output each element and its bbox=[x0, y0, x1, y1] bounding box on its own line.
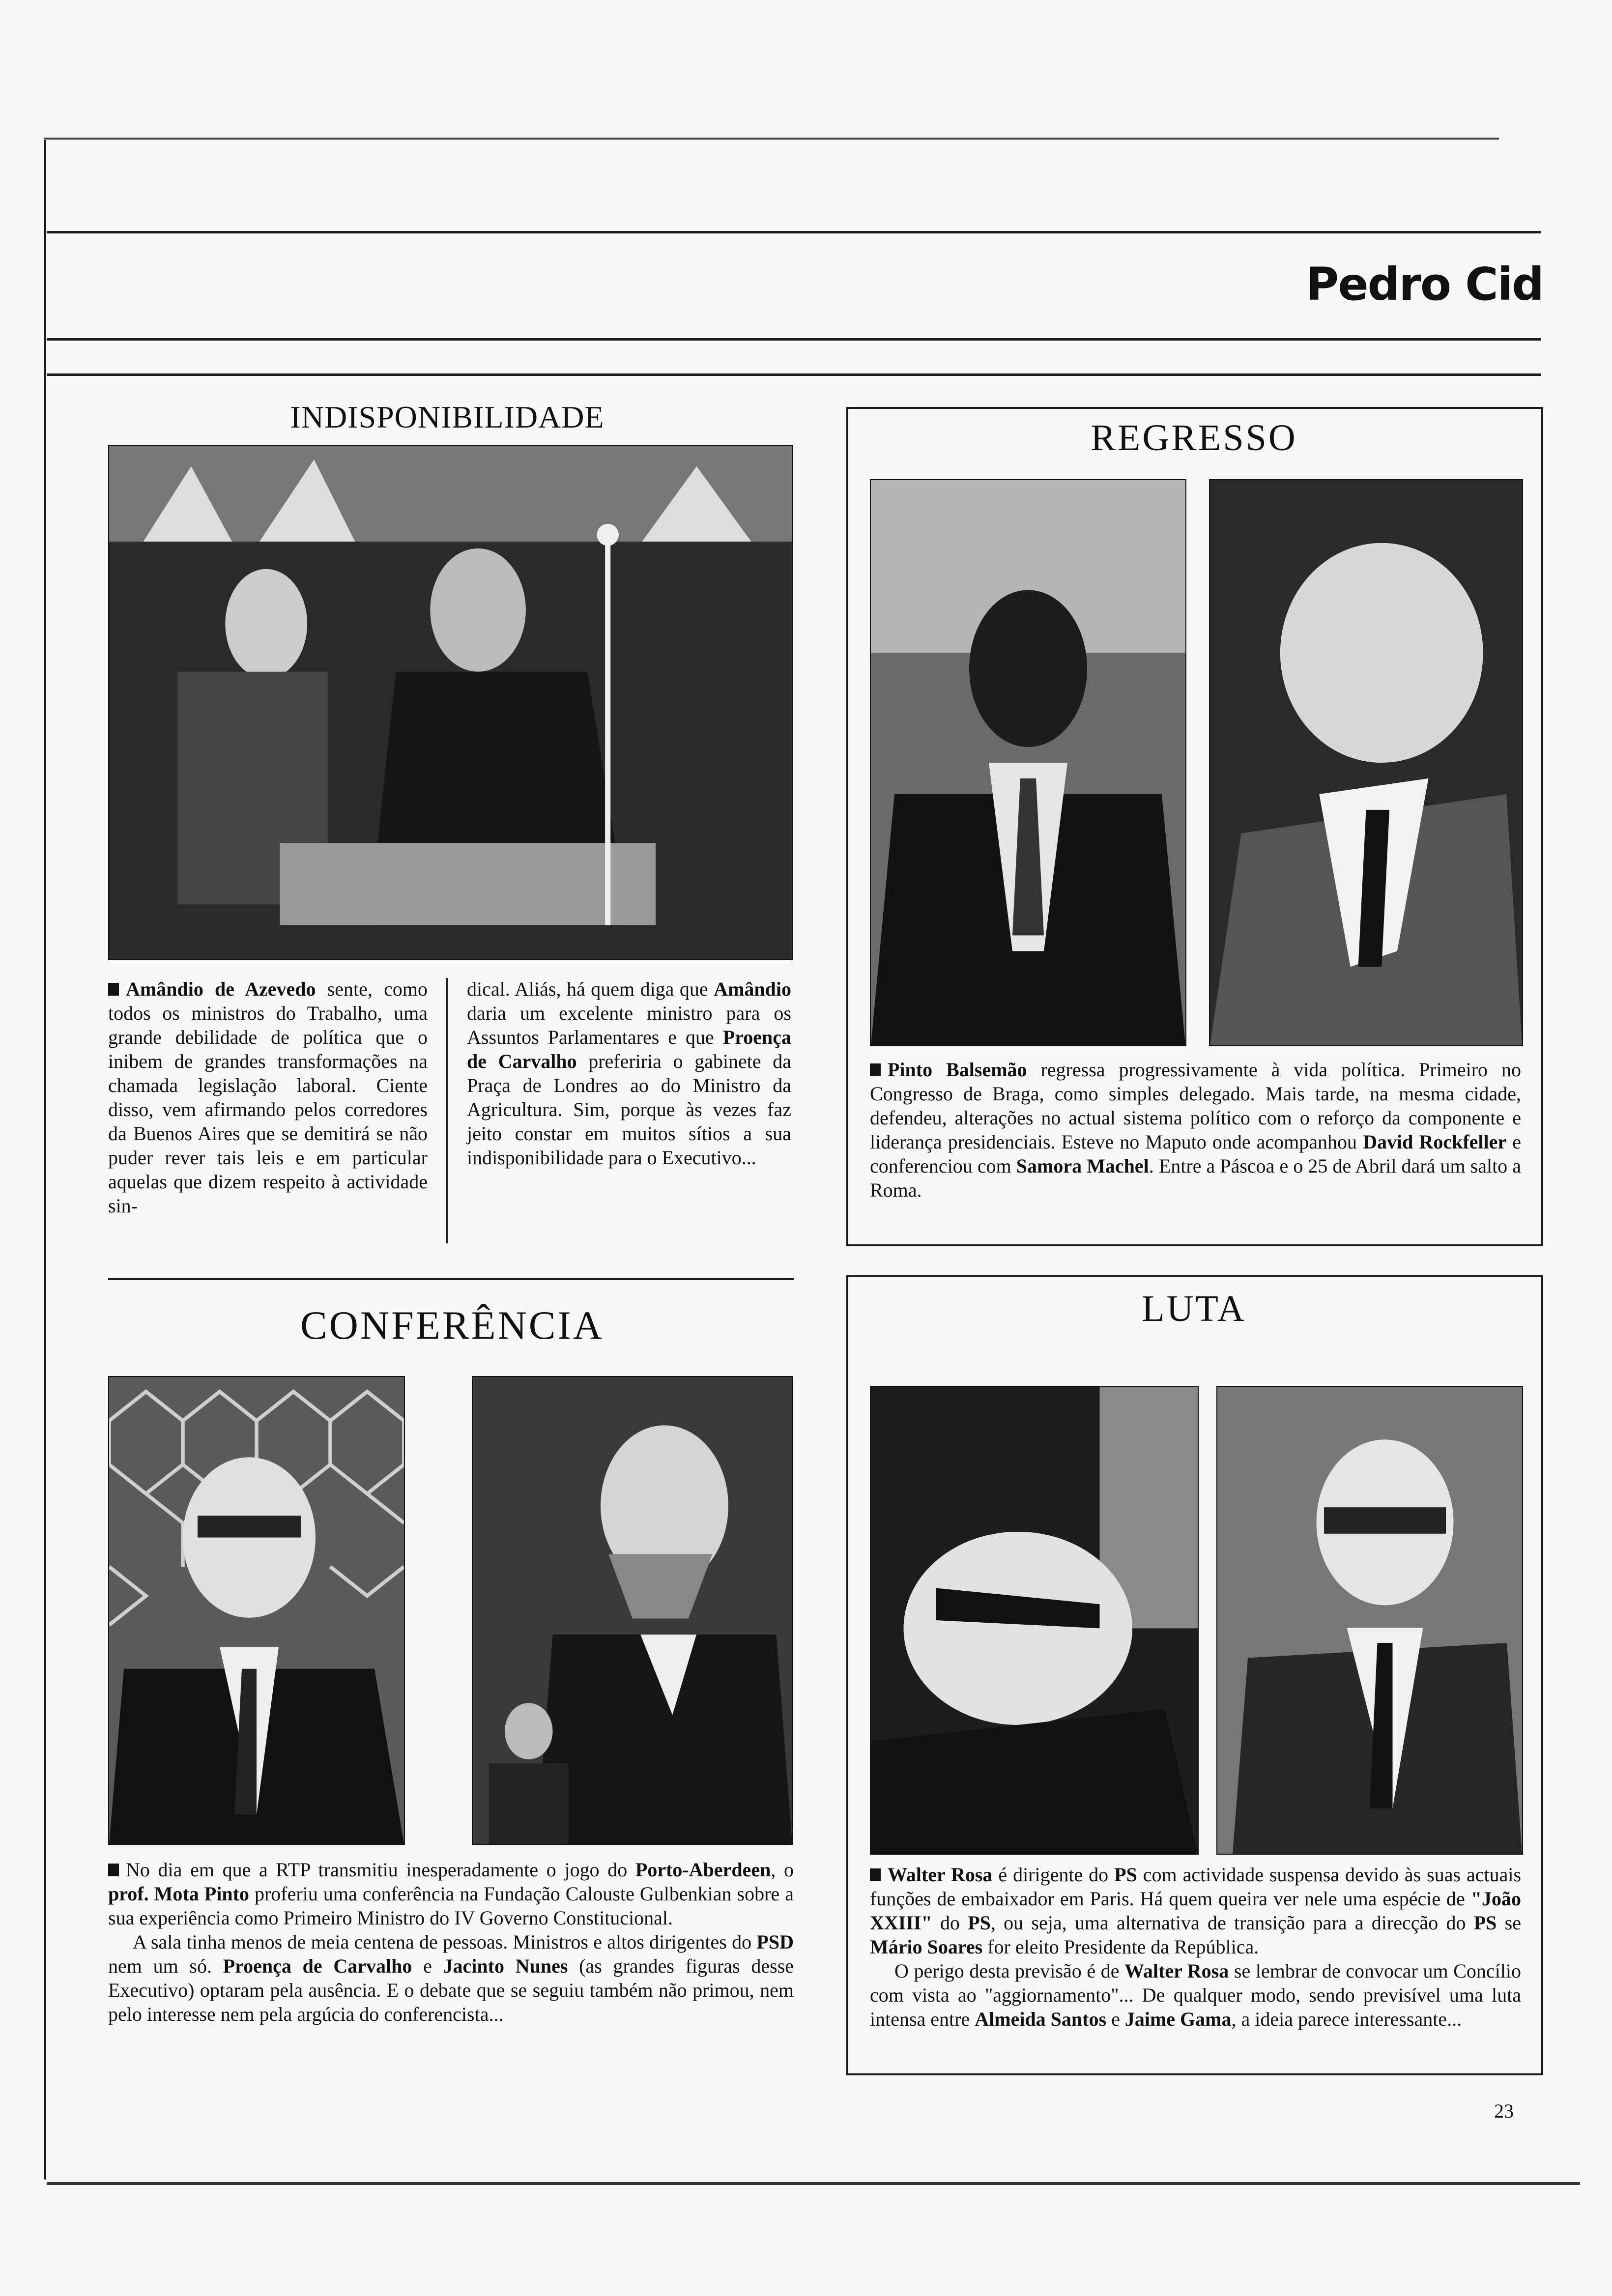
indisponibilidade-column-divider bbox=[446, 978, 448, 1243]
text-run: é dirigente do bbox=[992, 1864, 1115, 1886]
bottom-rule bbox=[47, 2182, 1580, 2185]
text-run: e bbox=[1106, 2008, 1125, 2030]
bold-text-run: Walter Rosa bbox=[888, 1864, 993, 1886]
photo-luta-left bbox=[870, 1386, 1199, 1855]
text-run: se lembrar de convocar um Concílio com vista ao "aggiornamento"... De qualquer modo, sendo previsível uma luta intensa entre bbox=[870, 1960, 1521, 2030]
header-rule-top bbox=[47, 231, 1541, 233]
photo-minister-signing bbox=[108, 445, 793, 960]
text-run: regressa progressivamente à vida política. Primeiro no Congresso de Braga, como simples delegado. Mais tarde, na mesma cidade, defendeu, alterações no actual sistema político com o reforço da componente e liderança presidenciais. Esteve no Maputo onde acompanhou bbox=[870, 1059, 1521, 1153]
text-run: daria um excelente ministro para os Assuntos Parlamentares e que bbox=[467, 1002, 791, 1048]
square-bullet-icon bbox=[108, 983, 119, 996]
photo-conferencia-left bbox=[108, 1376, 405, 1845]
bold-text-run: Samora Machel bbox=[1016, 1155, 1149, 1177]
bold-text-run: PS bbox=[1114, 1864, 1137, 1886]
bold-text-run: Proença de Carvalho bbox=[467, 1026, 791, 1072]
text-run: . Entre a Páscoa e o 25 de Abril dará um salto a Roma. bbox=[870, 1155, 1521, 1201]
bold-text-run: PS bbox=[1473, 1912, 1497, 1934]
bold-text-run: PS bbox=[968, 1912, 991, 1934]
section-title-indisponibilidade: INDISPONIBILIDADE bbox=[290, 400, 604, 434]
luta-text bbox=[870, 1863, 1521, 2031]
bold-text-run: David Rockfeller bbox=[1363, 1131, 1507, 1153]
text-run: e bbox=[412, 1955, 443, 1977]
bold-text-run: PSD bbox=[756, 1931, 794, 1953]
section-title-regresso: REGRESSO bbox=[1091, 417, 1297, 459]
top-rule bbox=[44, 138, 1499, 140]
text-run: se bbox=[1497, 1912, 1521, 1934]
text-run: A sala tinha menos de meia centena de pessoas. Ministros e altos dirigentes do bbox=[133, 1931, 757, 1953]
text-run: proferiu uma conferência na Fundação Calouste Gulbenkian sobre a sua experiência como Primeiro Ministro do IV Governo Constitucional. bbox=[108, 1883, 794, 1929]
text-run: , ou seja, uma alternativa de transição para a direcção do bbox=[990, 1912, 1474, 1934]
conferencia-p2 bbox=[108, 1931, 794, 2025]
conferencia-top-rule bbox=[108, 1278, 794, 1280]
photo-conferencia-right bbox=[472, 1376, 793, 1845]
photo-luta-right bbox=[1216, 1386, 1523, 1855]
bold-text-run: "João XXIII" bbox=[870, 1888, 1521, 1934]
left-margin-line bbox=[44, 140, 46, 2180]
luta-p2 bbox=[870, 1960, 1521, 2030]
section-title-conferencia: CONFERÊNCIA bbox=[300, 1303, 604, 1348]
square-bullet-icon bbox=[870, 1063, 881, 1076]
bold-text-run: Jacinto Nunes bbox=[443, 1955, 568, 1977]
author-name: Pedro Cid bbox=[1305, 258, 1543, 311]
section-title-luta: LUTA bbox=[1142, 1288, 1246, 1329]
indisponibilidade-col2-text bbox=[467, 978, 791, 1169]
text-run: (as grandes figuras desse Executivo) optaram pela ausência. E o debate que se seguiu também não primou, nem pelo interesse nem pela argúcia do conferencista... bbox=[108, 1955, 794, 2025]
regresso-body-text bbox=[870, 1059, 1521, 1201]
photo-regresso-left bbox=[870, 479, 1186, 1046]
text-run: O perigo desta previsão é de bbox=[894, 1960, 1125, 1982]
indisponibilidade-col2 bbox=[467, 977, 791, 1170]
bold-text-run: Mário Soares bbox=[870, 1936, 983, 1958]
square-bullet-icon bbox=[870, 1868, 881, 1881]
bold-text-run: Walter Rosa bbox=[1124, 1960, 1229, 1982]
photo-regresso-right bbox=[1209, 479, 1523, 1046]
bold-text-run: Proença de Carvalho bbox=[223, 1955, 412, 1977]
regresso-text bbox=[870, 1058, 1521, 1202]
text-run: do bbox=[932, 1912, 968, 1934]
bold-text-run: Pinto Balsemão bbox=[888, 1059, 1027, 1081]
bold-text-run: Almeida Santos bbox=[975, 2008, 1107, 2030]
bold-text-run: Jaime Gama bbox=[1124, 2008, 1232, 2030]
text-run: nem um só. bbox=[108, 1955, 223, 1977]
bold-text-run: Porto-Aberdeen bbox=[635, 1859, 771, 1881]
text-run: preferiria o gabinete da Praça de Londres ao do Ministro da Agricultura. Sim, porque às vezes faz jeito constar em muitos sítios a sua indisponibilidade para o Executivo... bbox=[467, 1050, 792, 1169]
bold-text-run: Amândio de Azevedo bbox=[126, 978, 316, 1000]
page-number: 23 bbox=[1494, 2100, 1514, 2122]
text-run: , a ideia parece interessante... bbox=[1231, 2008, 1462, 2030]
bold-text-run: prof. Mota Pinto bbox=[108, 1883, 249, 1905]
text-run: dical. Aliás, há quem diga que bbox=[467, 978, 714, 1000]
text-run: e conferenciou com bbox=[870, 1131, 1521, 1177]
conferencia-p1 bbox=[108, 1859, 794, 1929]
text-run: com actividade suspensa devido às suas actuais funções de embaixador em Paris. Há quem queira ver nele uma espécie de bbox=[870, 1864, 1522, 1910]
text-run: for eleito Presidente da República. bbox=[982, 1936, 1259, 1958]
square-bullet-icon bbox=[108, 1864, 119, 1876]
indisponibilidade-col1 bbox=[108, 977, 428, 1218]
bold-text-run: Amândio bbox=[714, 978, 791, 1000]
header-rule-bottom-2 bbox=[47, 373, 1541, 376]
luta-p1 bbox=[870, 1864, 1521, 1958]
conferencia-text bbox=[108, 1858, 794, 2026]
indisponibilidade-col1-text bbox=[108, 978, 428, 1217]
header-rule-bottom-1 bbox=[47, 338, 1541, 341]
text-run: No dia em que a RTP transmitiu inesperadamente o jogo do bbox=[126, 1859, 635, 1881]
text-run: , o bbox=[771, 1859, 794, 1881]
text-run: sente, como todos os ministros do Trabalho, uma grande debilidade de política que o inibem de grandes transformações na chamada legislação laboral. Ciente disso, vem afirmando pelos corredores da Buenos Aires que se demitirá se não puder rever tais leis e em particular aquelas que dizem respeito à actividade sin- bbox=[108, 978, 428, 1217]
